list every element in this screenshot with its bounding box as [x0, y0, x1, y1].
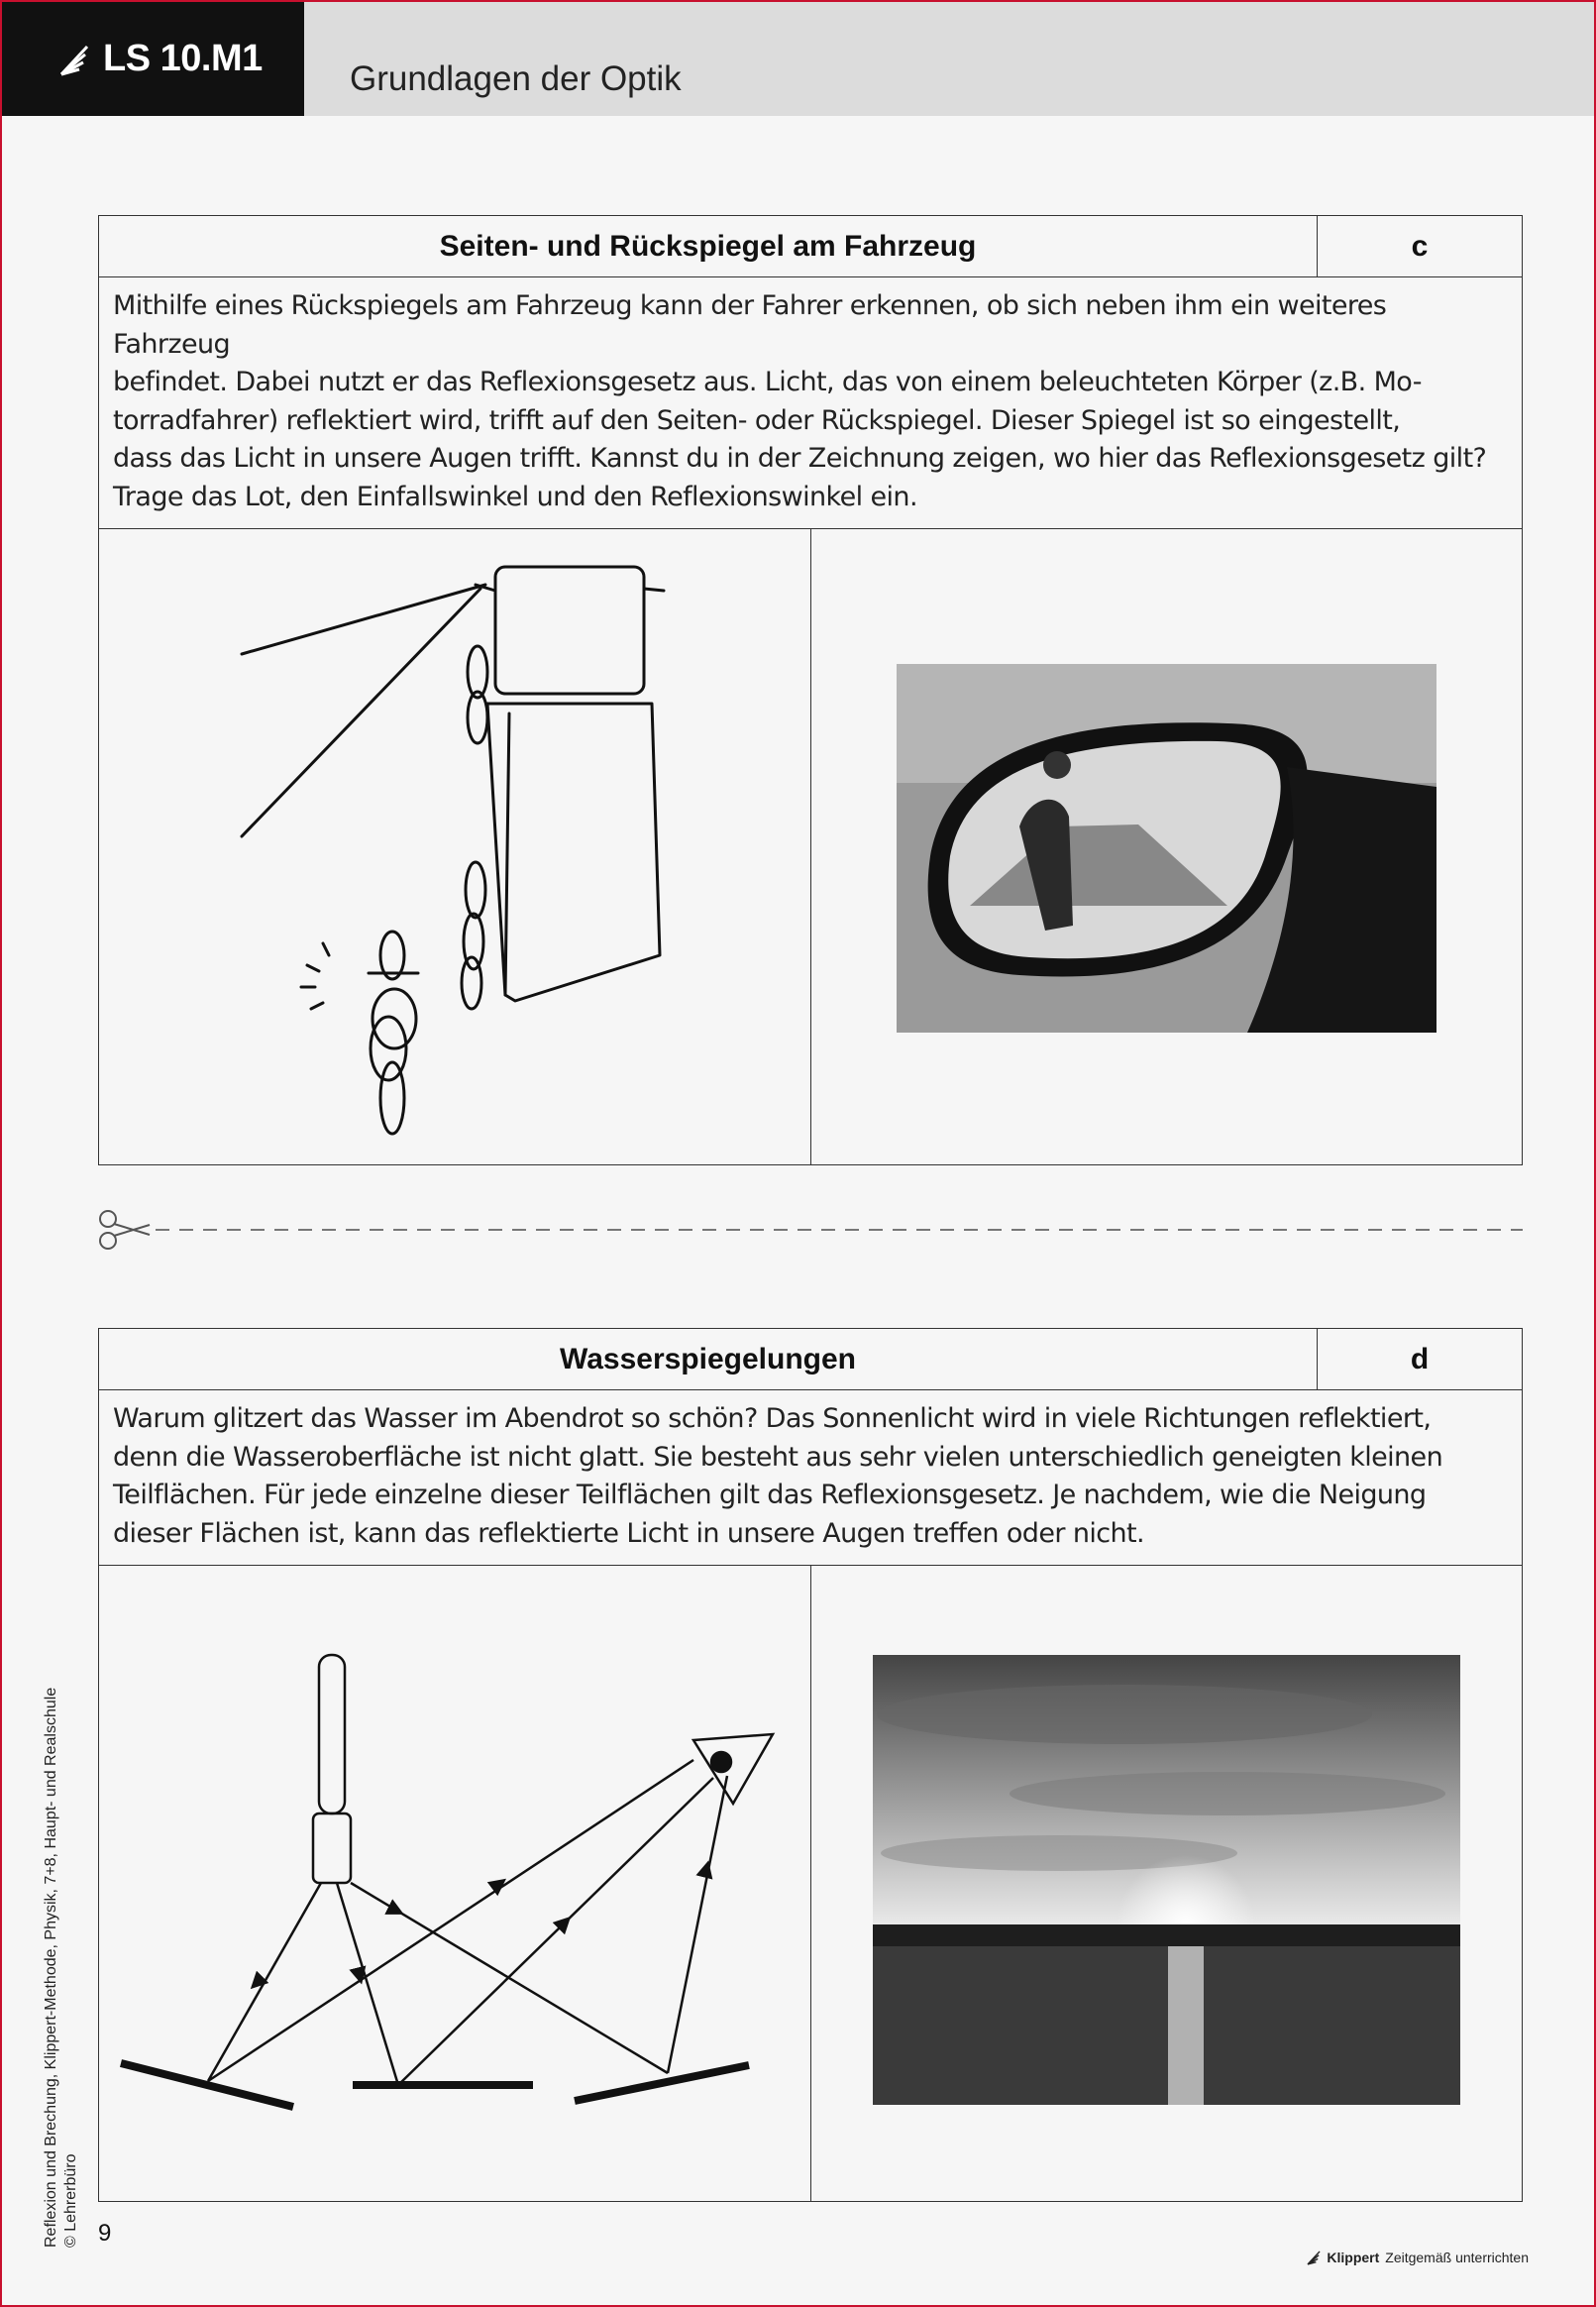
klippert-fan-icon: [1307, 2250, 1321, 2265]
text-line: Trage das Lot, den Einfallswinkel und den Reflexionswinkel ein.: [113, 481, 917, 512]
sidebar-source: Reflexion und Brechung, Klippert-Methode, Physik, 7+8, Haupt- und Realschule: [43, 1687, 59, 2248]
cut-line: [96, 1205, 1523, 1255]
card-text: [99, 277, 1522, 529]
reflection-drawing: [99, 1566, 810, 2201]
mirror-photo-cell: [810, 529, 1522, 1164]
card-header: [99, 216, 1522, 277]
text-line: Warum glitzert das Wasser im Abendrot so schön? Das Sonnenlicht wird in viele Richtungen reflektiert,: [113, 1403, 1432, 1434]
sidebar-copyright-line: © Lehrerbüro: [62, 2153, 79, 2248]
sunset-photo-cell: [810, 1566, 1522, 2201]
text-line: denn die Wasseroberfläche ist nicht glatt. Sie besteht aus sehr vielen unterschiedlich geneigten kleinen: [113, 1441, 1443, 1473]
text-line: Mithilfe eines Rückspiegels am Fahrzeug kann der Fahrer erkennen, ob sich neben ihm ein weiteres Fahrzeug: [113, 290, 1387, 360]
page-number: 9: [98, 2220, 112, 2247]
card-rear-mirror: [98, 215, 1523, 1165]
card-images: [99, 1566, 1522, 2201]
card-water-reflection: [98, 1328, 1523, 2202]
truck-drawing-cell: [99, 529, 810, 1164]
mirror-photo: [811, 529, 1521, 1164]
truck-motorcycle-drawing: [99, 529, 810, 1164]
card-letter: d: [1317, 1329, 1522, 1389]
klippert-fan-icon: [59, 43, 89, 76]
scissors-icon: [100, 1211, 150, 1249]
sidebar-copyright: [42, 1613, 81, 2248]
lesson-code: LS 10.M1: [103, 38, 263, 79]
text-line: torradfahrer) reflektiert wird, trifft auf den Seiten- oder Rückspiegel. Dieser Spiegel ist so eingestellt,: [113, 404, 1401, 436]
card-title: Wasserspiegelungen: [560, 1342, 856, 1375]
text-line: dass das Licht in unsere Augen trifft. Kannst du in der Zeichnung zeigen, wo hier das Reflexionsgesetz gilt?: [113, 443, 1487, 474]
footer-brand-name: Klippert: [1327, 2250, 1380, 2265]
card-title: Seiten- und Rückspiegel am Fahrzeug: [439, 229, 977, 263]
header-code-block: [2, 2, 304, 116]
card-images: [99, 529, 1522, 1164]
card-text: [99, 1390, 1522, 1566]
sunset-photo: [811, 1566, 1521, 2201]
text-line: dieser Flächen ist, kann das reflektierte Licht in unsere Augen treffen oder nicht.: [113, 1517, 1144, 1549]
text-line: befindet. Dabei nutzt er das Reflexionsgesetz aus. Licht, das von einem beleuchteten Körper (z.B. Mo-: [113, 367, 1422, 397]
footer-brand: [1307, 2250, 1529, 2265]
page-title: Grundlagen der Optik: [350, 59, 682, 98]
footer-slogan: Zeitgemäß unterrichten: [1385, 2250, 1529, 2265]
card-header: [99, 1329, 1522, 1390]
text-line: Teilflächen. Für jede einzelne dieser Teilflächen gilt das Reflexionsgesetz. Je nachdem, wie die Neigung: [113, 1480, 1427, 1510]
reflection-drawing-cell: [99, 1566, 810, 2201]
card-letter: c: [1317, 216, 1522, 276]
